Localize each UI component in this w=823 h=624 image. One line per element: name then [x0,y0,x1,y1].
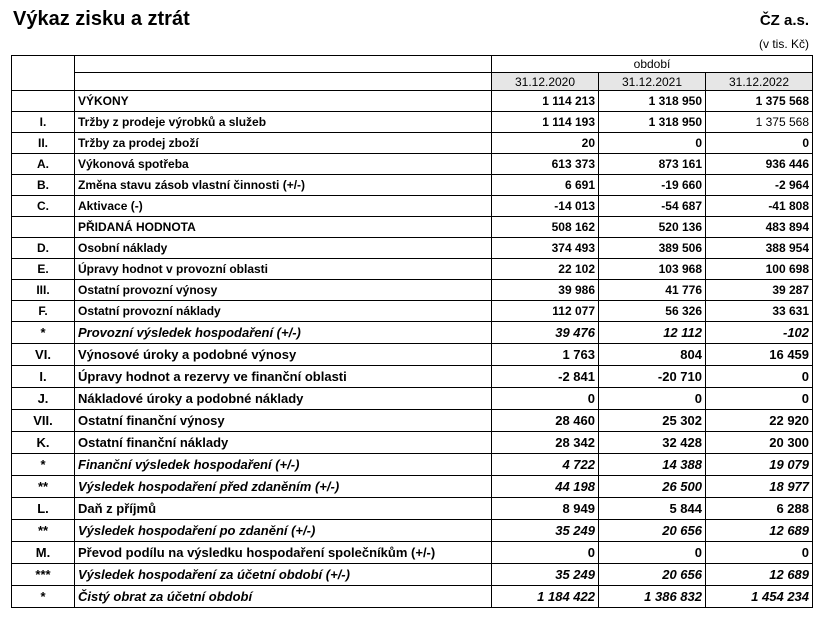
row-value-2021: 389 506 [599,238,706,259]
table-row [12,564,813,586]
row-value-2021: 32 428 [599,432,706,454]
row-value-2020: 1 184 422 [492,586,599,608]
table-row [12,175,813,196]
row-code: ** [12,476,75,498]
table-row [12,388,813,410]
row-value-2021: 20 656 [599,564,706,586]
table-row [12,112,813,133]
table-row [12,301,813,322]
row-value-2022: 388 954 [706,238,813,259]
row-value-2022: 12 689 [706,520,813,542]
row-code: I. [12,112,75,133]
row-value-2020: 22 102 [492,259,599,280]
row-code: ** [12,520,75,542]
row-label: Aktivace (-) [75,196,492,217]
row-code: M. [12,542,75,564]
row-code: A. [12,154,75,175]
row-code: K. [12,432,75,454]
table-row [12,498,813,520]
row-value-2022: 483 894 [706,217,813,238]
row-value-2022: 18 977 [706,476,813,498]
row-value-2021: 873 161 [599,154,706,175]
table-row [12,432,813,454]
row-value-2021: 26 500 [599,476,706,498]
table-row [12,133,813,154]
row-value-2021: 12 112 [599,322,706,344]
row-code: D. [12,238,75,259]
row-value-2021: -20 710 [599,366,706,388]
table-row [12,542,813,564]
row-value-2022: 100 698 [706,259,813,280]
row-label: Daň z příjmů [75,498,492,520]
row-value-2021: 0 [599,133,706,154]
row-value-2021: 804 [599,344,706,366]
row-value-2022: 33 631 [706,301,813,322]
row-code: F. [12,301,75,322]
table-row [12,322,813,344]
date-header-2020: 31.12.2020 [492,73,599,91]
row-value-2022: 19 079 [706,454,813,476]
row-value-2020: 508 162 [492,217,599,238]
row-label: Změna stavu zásob vlastní činnosti (+/-) [75,175,492,196]
row-code [12,91,75,112]
row-value-2022: 1 375 568 [706,91,813,112]
row-label: Nákladové úroky a podobné náklady [75,388,492,410]
row-value-2020: 0 [492,542,599,564]
row-value-2020: 6 691 [492,175,599,196]
row-label: Ostatní provozní náklady [75,301,492,322]
row-code: VI. [12,344,75,366]
row-value-2020: 35 249 [492,520,599,542]
row-value-2020: 374 493 [492,238,599,259]
row-value-2020: 1 114 213 [492,91,599,112]
page-title: Výkaz zisku a ztrát [13,8,190,30]
row-label: Výsledek hospodaření po zdanění (+/-) [75,520,492,542]
row-value-2020: 4 722 [492,454,599,476]
period-header: období [492,56,813,73]
row-value-2022: 936 446 [706,154,813,175]
table-row [12,91,813,112]
row-value-2020: 1 114 193 [492,112,599,133]
row-label: Provozní výsledek hospodaření (+/-) [75,322,492,344]
table-row [12,217,813,238]
row-label: Ostatní provozní výnosy [75,280,492,301]
row-label: Úpravy hodnot v provozní oblasti [75,259,492,280]
row-value-2021: 1 318 950 [599,91,706,112]
row-value-2021: 41 776 [599,280,706,301]
row-value-2022: 0 [706,366,813,388]
row-value-2022: 6 288 [706,498,813,520]
row-label: Výsledek hospodaření za účetní období (+/-) [75,564,492,586]
row-value-2021: 0 [599,542,706,564]
company-name: ČZ a.s. [759,12,809,29]
row-value-2022: 22 920 [706,410,813,432]
row-value-2022: 1 454 234 [706,586,813,608]
row-value-2020: 39 476 [492,322,599,344]
row-value-2022: 1 375 568 [706,112,813,133]
row-code: B. [12,175,75,196]
row-label: PŘIDANÁ HODNOTA [75,217,492,238]
row-value-2020: 28 342 [492,432,599,454]
row-code: J. [12,388,75,410]
row-value-2022: 0 [706,542,813,564]
row-code: L. [12,498,75,520]
row-value-2020: 1 763 [492,344,599,366]
row-code: * [12,322,75,344]
row-value-2022: 39 287 [706,280,813,301]
row-code: VII. [12,410,75,432]
table-row [12,280,813,301]
table-row [12,238,813,259]
row-value-2022: 16 459 [706,344,813,366]
row-value-2020: 35 249 [492,564,599,586]
row-label: Převod podílu na výsledku hospodaření společníkům (+/-) [75,542,492,564]
row-value-2020: 8 949 [492,498,599,520]
row-label: Ostatní finanční náklady [75,432,492,454]
header-blank-label [75,56,492,73]
row-label: Tržby za prodej zboží [75,133,492,154]
row-code: III. [12,280,75,301]
row-value-2020: 613 373 [492,154,599,175]
table-row [12,454,813,476]
date-header-2022: 31.12.2022 [706,73,813,91]
row-value-2022: 20 300 [706,432,813,454]
row-value-2021: 520 136 [599,217,706,238]
row-value-2022: -2 964 [706,175,813,196]
row-value-2021: 20 656 [599,520,706,542]
row-value-2021: 1 386 832 [599,586,706,608]
row-value-2021: 0 [599,388,706,410]
table-row [12,520,813,542]
table-row [12,154,813,175]
row-code [12,217,75,238]
table-row [12,476,813,498]
row-label: Čistý obrat za účetní období [75,586,492,608]
table-row [12,259,813,280]
unit-note: (v tis. Kč) [759,37,809,51]
date-header-2021: 31.12.2021 [599,73,706,91]
row-value-2022: 12 689 [706,564,813,586]
row-value-2020: -2 841 [492,366,599,388]
row-label: Finanční výsledek hospodaření (+/-) [75,454,492,476]
row-label: Ostatní finanční výnosy [75,410,492,432]
row-value-2020: -14 013 [492,196,599,217]
header-blank-label-2 [75,73,492,91]
row-value-2020: 44 198 [492,476,599,498]
row-code: * [12,586,75,608]
row-label: Osobní náklady [75,238,492,259]
row-label: Výnosové úroky a podobné výnosy [75,344,492,366]
header-blank-code [12,56,75,91]
row-code: II. [12,133,75,154]
row-label: Úpravy hodnot a rezervy ve finanční oblasti [75,366,492,388]
header-row-dates [12,73,813,91]
table-row [12,366,813,388]
header-row-period [12,56,813,73]
row-value-2022: -41 808 [706,196,813,217]
row-code: C. [12,196,75,217]
row-code: *** [12,564,75,586]
row-label: Tržby z prodeje výrobků a služeb [75,112,492,133]
row-value-2022: 0 [706,133,813,154]
row-value-2020: 0 [492,388,599,410]
row-value-2021: -54 687 [599,196,706,217]
row-label: VÝKONY [75,91,492,112]
row-value-2020: 112 077 [492,301,599,322]
row-label: Výsledek hospodaření před zdaněním (+/-) [75,476,492,498]
table-row [12,410,813,432]
row-value-2021: 25 302 [599,410,706,432]
row-value-2022: -102 [706,322,813,344]
row-value-2021: -19 660 [599,175,706,196]
row-value-2022: 0 [706,388,813,410]
row-value-2021: 56 326 [599,301,706,322]
row-value-2020: 20 [492,133,599,154]
row-value-2021: 1 318 950 [599,112,706,133]
row-code: * [12,454,75,476]
row-code: E. [12,259,75,280]
row-label: Výkonová spotřeba [75,154,492,175]
table-row [12,344,813,366]
row-value-2021: 5 844 [599,498,706,520]
income-statement-table [11,55,813,608]
row-value-2021: 14 388 [599,454,706,476]
row-value-2021: 103 968 [599,259,706,280]
row-value-2020: 28 460 [492,410,599,432]
row-value-2020: 39 986 [492,280,599,301]
table-row [12,586,813,608]
row-code: I. [12,366,75,388]
table-row [12,196,813,217]
